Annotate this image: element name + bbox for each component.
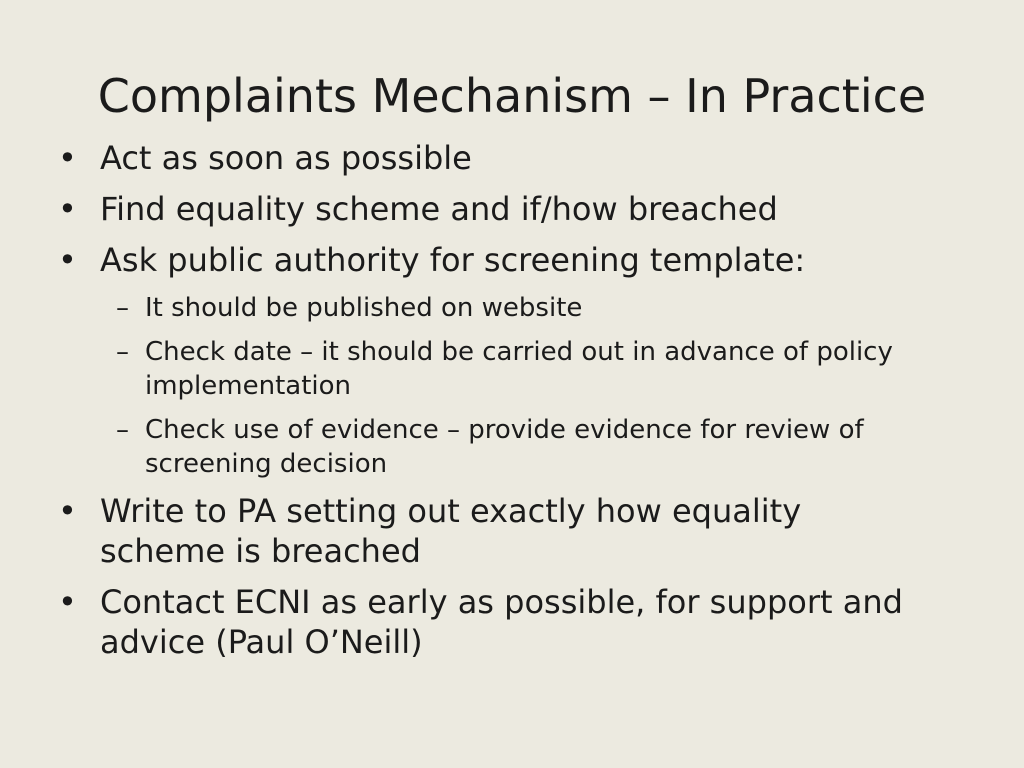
bullet-text: Act as soon as possible: [100, 139, 472, 177]
bullet-marker: •: [58, 241, 77, 279]
sub-bullet-text: Check use of evidence – provide evidence for review of screening decision: [145, 415, 864, 479]
bullet-item: [58, 189, 978, 229]
sub-bullet-marker: –: [116, 293, 129, 323]
sub-bullet-list: [58, 291, 978, 481]
sub-bullet-item: [58, 335, 978, 403]
bullet-text: Find equality scheme and if/how breached: [100, 190, 778, 228]
bullet-text: Contact ECNI as early as possible, for support and advice (Paul O’Neill): [100, 583, 903, 661]
sub-bullet-item: [58, 413, 978, 481]
sub-bullet-marker: –: [116, 337, 129, 367]
bullet-text: Ask public authority for screening template:: [100, 241, 806, 279]
bullet-item: [58, 491, 978, 571]
bullet-marker: •: [58, 492, 77, 530]
bullet-marker: •: [58, 190, 77, 228]
sub-bullet-marker: –: [116, 415, 129, 445]
bullet-marker: •: [58, 139, 77, 177]
bullet-marker: •: [58, 583, 77, 621]
slide-title: Complaints Mechanism – In Practice: [97, 69, 927, 123]
bullet-item: [58, 240, 978, 280]
bullet-item: [58, 582, 978, 662]
bullet-item: [58, 138, 978, 178]
sub-bullet-item: [58, 291, 978, 325]
sub-bullet-text: It should be published on website: [145, 293, 583, 323]
slide-body: [58, 138, 978, 673]
bullet-text: Write to PA setting out exactly how equality scheme is breached: [100, 492, 802, 570]
sub-bullet-text: Check date – it should be carried out in advance of policy implementation: [145, 337, 893, 401]
